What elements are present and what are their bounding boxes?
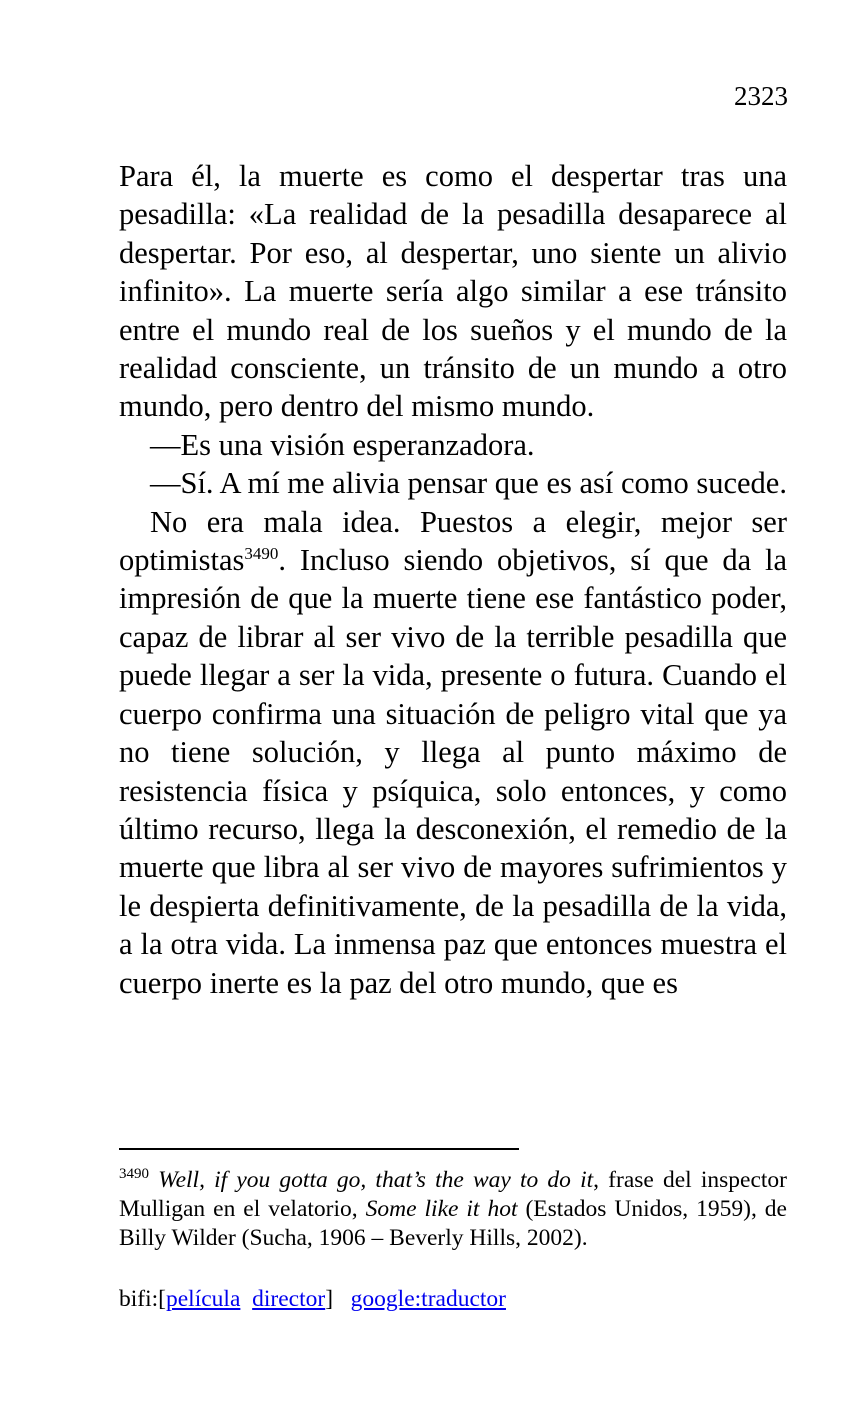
links-close: ] xyxy=(325,1286,334,1312)
footnote-text-1: , frase del inspector Mulligan en el velatorio, xyxy=(119,1167,788,1222)
pelicula-link[interactable]: película xyxy=(166,1286,241,1312)
google-translate-link[interactable]: google:traductor xyxy=(350,1286,506,1312)
director-link[interactable]: director xyxy=(252,1286,326,1312)
footnote xyxy=(119,1166,787,1253)
footnote-text-2: (Estados Unidos, 1959), de Billy Wilder (Sucha, 1906 – Beverly Hills, 2002). xyxy=(119,1196,787,1251)
page-number: 2323 xyxy=(734,81,788,111)
footnote-separator xyxy=(119,1148,519,1150)
paragraph-4-start: No era mala idea. Puestos a elegir, mejor ser optimistas xyxy=(119,504,787,578)
footnote-number: 3490 xyxy=(119,1166,149,1182)
footnote-text xyxy=(119,1166,787,1253)
main-text xyxy=(119,157,787,1002)
footnote-film-title: Some like it hot xyxy=(365,1196,518,1222)
footnote-quote: Well, if you gotta go, that’s the way to do it xyxy=(158,1167,594,1193)
reference-links xyxy=(119,1285,506,1314)
dialogue-line-1: —Es una visión esperanzadora. xyxy=(150,427,535,462)
footnote-reference: 3490 xyxy=(244,544,279,564)
dialogue-line-2: —Sí. A mí me alivia pensar que es así como sucede. xyxy=(150,466,787,501)
paragraph-1: Para él, la muerte es como el despertar tras una pesadilla: «La realidad de la pesadilla desaparece al despertar. Por eso, al despertar, uno siente un alivio infinito». La muerte sería algo similar a ese tránsito entre el mundo real de los sueños y el mundo de la realidad consciente, un tránsito de un mundo a otro mundo, pero dentro del mismo mundo. xyxy=(119,159,787,424)
paragraph-4-rest: . Incluso siendo objetivos, sí que da la impresión de que la muerte tiene ese fantástico poder, capaz de librar al ser vivo de la terrible pesadilla que puede llegar a ser la vida, presente o futura. Cuando el cuerpo confirma una situación de peligro vital que ya no tiene solución, y llega al punto máximo de resistencia física y psíquica, solo entonces, y como último recurso, llega la desconexión, el remedio de la muerte que libra al ser vivo de mayores sufrimientos y le despierta definitivamente, de la pesadilla de la vida, a la otra vida. La inmensa paz que entonces muestra el cuerpo inerte es la paz del otro mundo, que es xyxy=(119,543,787,1000)
paragraph-4 xyxy=(119,503,787,1002)
links-prefix: bifi:[ xyxy=(119,1286,166,1312)
